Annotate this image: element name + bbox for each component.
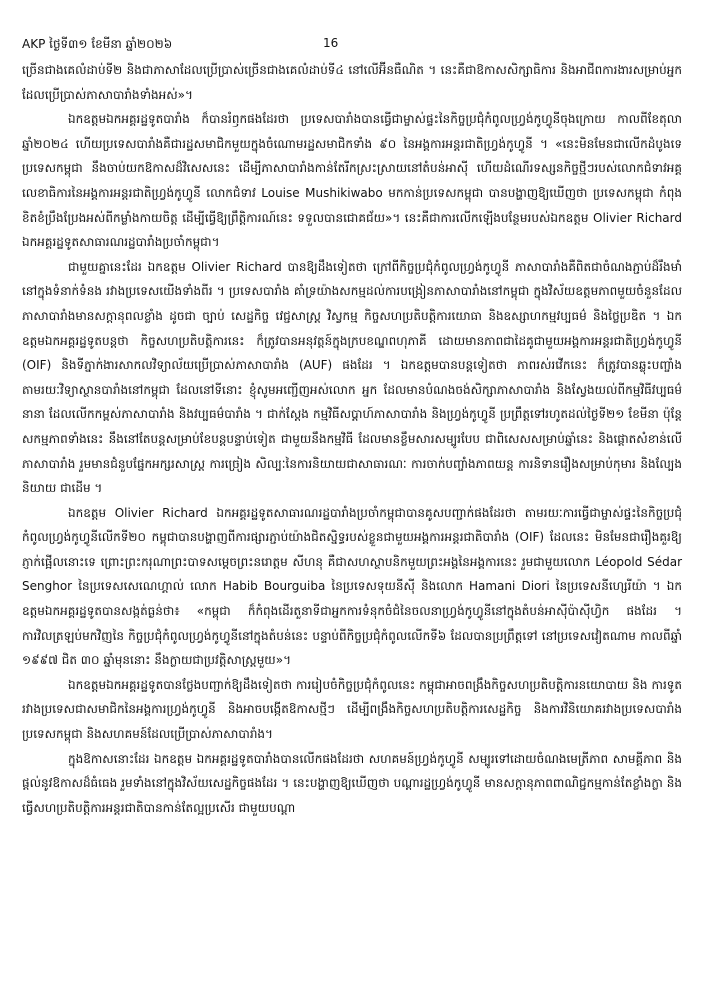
page-header — [22, 36, 682, 54]
paragraph: ក្នុងឱកាសនោះដែរ ឯកឧត្តម ឯកអគ្គរដ្ឋទូតបារាំងបានលើកផងដែរថា សហគមន៍ហ្វ្រង់កូហ្វូនី សម្បូរទៅដោយចំណងមេត្រីភាព សាមគ្គីភាព និងផ្តល់នូវឱកាសដ៏ធំធេង រួមទាំងនៅក្នុងវិស័យសេដ្ឋកិច្ចផងដែរ ។ នេះបង្ហាញឱ្យឃើញថា បណ្តារដ្ឋហ្វ្រង់កូហ្វូនី មានសក្តានុភាពពាណិជ្ជកម្មកាន់តែខ្លាំងក្លា និងធ្វើសហប្រតិបត្តិការអន្តរជាតិបានកាន់តែល្អប្រសើរ ជាមួយបណ្តា — [22, 751, 682, 815]
paragraph: ច្រើនជាងគេលំដាប់ទី២ និងជាភាសាដែលប្រើប្រាស់ច្រើនជាងគេលំដាប់ទី៤ នៅលើអ៊ីនធឺណិត ។ នេះគឺជាឱកាសសិក្សាធិការ និងអាជីពការងារសម្រាប់អ្នកដែលប្រើប្រាស់ភាសាបារាំងទាំងអស់»។ — [22, 63, 682, 102]
paragraph: ឯកឧត្តម Olivier Richard ឯកអគ្គរដ្ឋទូតសាធារណរដ្ឋបារាំងប្រចាំកម្ពុជាបានគូសបញ្ជាក់ផងដែរថា តាមរយៈការធ្វើជាម្ចាស់ផ្ទះនៃកិច្ចប្រជុំកំពូលហ្វ្រង់កូហ្វូនីលើកទី២០ កម្ពុជាបានបង្ហាញពីការផ្សារភ្ជាប់យ៉ាងជិតស្និទ្ធរបស់ខ្លួនជាមួយអង្គការអន្តរជាតិបារាំង (OIF) ដែលនេះ មិនមែនជារឿងគួរឱ្យភ្ញាក់ផ្អើលនោះទេ ព្រោះព្រះករុណាព្រះបាទសម្តេចព្រះនរោត្តម សីហនុ គឺជាសហស្ថាបនិកមួយព្រះអង្គនៃអង្គការនេះ រួមជាមួយលោក Léopold Sédar Senghor នៃប្រទេសសេណេហ្គាល់ លោក Habib Bourguiba នៃប្រទេសទុយនីស៊ី និងលោក Hamani Diori នៃប្រទេសនីហ្សេរីយ៉ា ។ ឯកឧត្តមឯកអគ្គរដ្ឋទូតបានសង្កត់ធ្ងន់ថា៖ «កម្ពុជា ក៏កំពុងដើរតួនាទីជាអ្នកការទំនុកចំជំនៃចលនាហ្វ្រង់កូហ្វូនីនៅក្នុងតំបន់អាស៊ីប៉ាស៊ីហ្វិក ផងដែរ ។ ការវិលត្រឡប់មកវិញនៃ កិច្ចប្រជុំកំពូលហ្វ្រង់កូហ្វូនីនៅក្នុងតំបន់នេះ បន្ទាប់ពីកិច្ចប្រជុំកំពូលលើកទី៦ ដែលបានប្រព្រឹត្តទៅ នៅប្រទេសវៀតណាម កាលពីឆ្នាំ ១៩៩៧ ជិត ៣០ ឆ្នាំមុននោះ នឹងក្លាយជាប្រវត្តិសាស្ត្រមួយ»។ — [22, 505, 682, 668]
paragraph: ឯកឧត្តមឯកអគ្គរដ្ឋទូតបានថ្លែងបញ្ជាក់ឱ្យដឹងទៀតថា ការរៀបចំកិច្ចប្រជុំកំពូលនេះ កម្ពុជាអាចពង្រឹងកិច្ចសហប្រតិបត្តិការនយោបាយ និង ការទូតរវាងប្រទេសជាសមាជិកនៃអង្គការហ្វ្រង់កូហ្វូនី និងអាចបង្កើតឱកាសថ្មីៗ ដើម្បីពង្រឹងកិច្ចសហប្រតិបត្តិការសេដ្ឋកិច្ច និងការវិនិយោគរវាងប្រទេសបារាំង ប្រទេសកម្ពុជា និងសហគមន៍ដែលប្រើប្រាស់ភាសាបារាំង។ — [22, 677, 682, 742]
paragraph: ឯកឧត្តមឯកអគ្គរដ្ឋទូតបារាំង ក៏បានរំឭកផងដែរថា ប្រទេសបារាំងបានធ្វើជាម្ចាស់ផ្ទះនៃកិច្ចប្រជុំកំពូលហ្វ្រង់កូហ្វូនីចុងក្រោយ កាលពីខែតុលា ឆ្នាំ២០២៤ ហើយប្រទេសបារាំងគឺជារដ្ឋសមាជិកមួយក្នុងចំណោមរដ្ឋសមាជិកទាំង ៩០ នៃអង្គការអន្តរជាតិហ្វ្រង់កូហ្វូនី ។ «នេះមិនមែនជាលើកដំបូងទេ ប្រទេសកម្ពុជា នឹងចាប់យកឱកាសដ៏វិសេសនេះ ដើម្បីភាសាបារាំងកាន់តែរីកស្រះស្រាយនៅតំបន់អាស៊ី ហើយដំណើរទស្សនកិច្ចថ្មីៗរបស់លោកជំទាវអគ្គលេខាធិការនៃអង្គការអន្តរជាតិហ្វ្រង់កូហ្វូនី លោកជំទាវ Louise Mushikiwabo មកកាន់ប្រទេសកម្ពុជា បានបង្ហាញឱ្យឃើញថា ប្រទេសកម្ពុជា កំពុងខិតខំប្រឹងប្រែងអស់ពីកម្លាំងកាយចិត្ត ដើម្បីធ្វើឱ្យព្រឹត្តិការណ៍នេះ ទទួលបានជោគជ័យ»។ នេះគឺជាការលើកឡើងបន្ថែមរបស់ឯកឧត្តម Olivier Richard ឯកអគ្គរដ្ឋទូតសាធារណរដ្ឋបារាំងប្រចាំកម្ពុជា។ — [22, 112, 682, 250]
running-head: AKP ថ្ងៃទី៣១ ខែមីនា ឆ្នាំ២០២៦ — [22, 37, 173, 51]
paragraph: ជាមួយគ្នានេះដែរ ឯកឧត្តម Olivier Richard បានឱ្យដឹងទៀតថា ក្រៅពីកិច្ចប្រជុំកំពូលហ្វ្រង់កូហ្វូនី ភាសាបារាំងគឺពិតជាចំណងភ្ជាប់ដ៏រឹងមាំនៅក្នុងទំនាក់ទំនង រវាងប្រទេសយើងទាំងពីរ ។ ប្រទេសបារាំង គាំទ្រយ៉ាងសកម្មដល់ការបង្រៀនភាសាបារាំងនៅកម្ពុជា ក្នុងវិស័យឧត្តមភាពមួយចំនួនដែលភាសាបារាំងមានសក្តានុពលខ្លាំង ដូចជា ច្បាប់ សេដ្ឋកិច្ច វេជ្ជសាស្ត្រ វិស្វកម្ម កិច្ចសហប្រតិបត្តិការយោធា និងឧស្សាហកម្មវប្បធម៌ និងថ្លៃប្រឌិត ។ ឯកឧត្តមឯកអគ្គរដ្ឋទូតបន្តថា កិច្ចសហប្រតិបត្តិការនេះ ក៏ត្រូវបានអនុវត្តន៍ក្នុងក្របខណ្ឌពហុភាគី ដោយមានភាពជាដៃគូជាមួយអង្គការអន្តរជាតិហ្វ្រង់កូហ្វូនី (OIF) និងទីភ្នាក់ងារសាកលវិទ្យាល័យប្រើប្រាស់ភាសាបារាំង (AUF) ផងដែរ ។ ឯកឧត្តមបានបន្តទៀតថា ភាពរស់រវើកនេះ ក៏ត្រូវបានឆ្លុះបញ្ចាំងតាមរយៈវិទ្យាស្ថានបារាំងនៅកម្ពុជា ដែលនៅទីនោះ ខ្ញុំសូមអញ្ជើញអស់លោក អ្នក ដែលមានបំណងចង់សិក្សាភាសាបារាំង និងស្វែងយល់ពីកម្មវិធីវប្បធម៌នានា ដែលលើកកម្ពស់ភាសាបារាំង និងវប្បធម៌បារាំង ។ ជាក់ស្តែង កម្មវិធីសប្តាហ៍ភាសាបារាំង និងហ្វ្រង់កូហ្វូនី ប្រព្រឹត្តទៅរហូតដល់ថ្ងៃទី២១ ខែមីនា ប៉ុន្តែសកម្មភាពទាំងនេះ នឹងនៅតែបន្តសម្រាប់ខែបន្តបន្ទាប់ទៀត ជាមួយនឹងកម្មវិធី ដែលមានខ្លឹមសារសម្បូរបែប ជាពិសេសសម្រាប់ឆ្នាំនេះ និងផ្តោតសំខាន់លើភាសាបារាំង រួមមានជំនួបផ្នែកអក្សរសាស្ត្រ ការច្រៀង សិល្បៈនៃការនិយាយជាសាធារណៈ ការចាក់បញ្ចាំងភាពយន្ត ការនិទានរឿងសម្រាប់កុមារ និងល្បែងនិយាយ ជាដើម ។ — [22, 259, 682, 496]
page-number: 16 — [323, 36, 339, 50]
article-body — [22, 58, 682, 820]
